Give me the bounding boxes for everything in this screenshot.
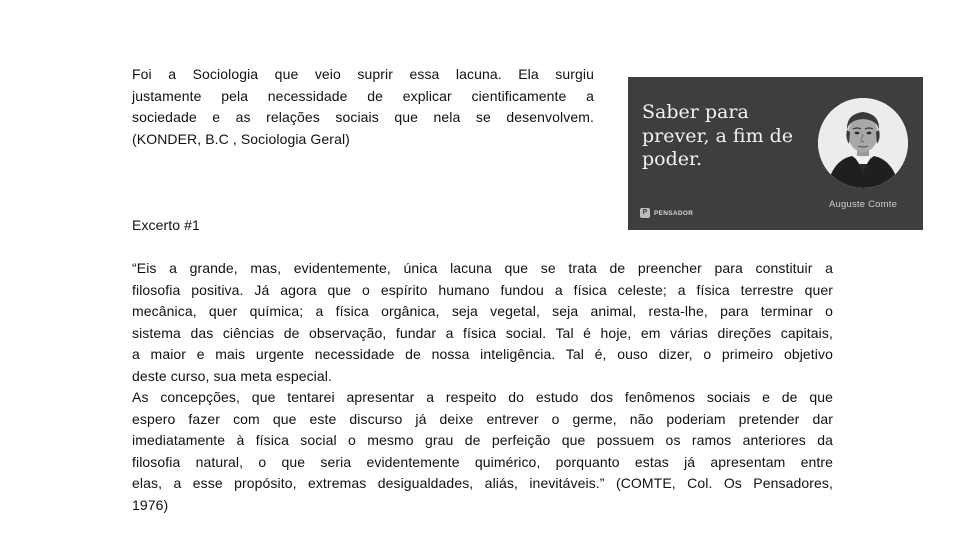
pensador-brand-text: PENSADOR: [654, 209, 694, 217]
quote-line: imediatamente à física social o mesmo grau de perfeição que possuem os ramos anteriores da: [132, 432, 833, 448]
quote-line: filosofia positiva. Já agora que o espírito humano fundou a física celeste; a física terrestre quer: [132, 281, 833, 298]
pensador-logo-icon: P: [640, 208, 650, 218]
pensador-brand: [640, 208, 693, 218]
card-quote-line: poder.: [642, 148, 703, 170]
comte-quote-paragraph: [132, 258, 833, 516]
quote-line: filosofia natural, o que seria evidentemente quimérico, porquanto estas já apresentam entre: [132, 453, 833, 470]
quote-line: mecânica, quer química; a física orgânica, seja vegetal, seja animal, resta-lhe, para terminar o: [132, 303, 833, 319]
intro-paragraph: [132, 64, 594, 150]
portrait-illustration: [818, 98, 908, 188]
quote-line: sistema das ciências de observação, fundar a física social. Tal é hoje, em várias direções capitais,: [132, 324, 833, 341]
quote-line: As concepções, que tentarei apresentar a respeito do estudo dos fenômenos sociais e de que: [132, 389, 833, 405]
intro-line: Foi a Sociologia que veio suprir essa lacuna. Ela surgiu: [132, 66, 594, 82]
card-quote-line: Saber para: [642, 101, 749, 123]
card-quote-line: prever, a fim de: [642, 124, 794, 147]
quote-card-image: [628, 77, 923, 230]
quote-line: “Eis a grande, mas, evidentemente, única lacuna que se trata de preencher para constituir a: [132, 260, 833, 276]
card-author-name: Auguste Comte: [829, 199, 898, 210]
card-quote-text: [642, 101, 817, 172]
excerpt-label: Excerto #1: [132, 217, 200, 233]
auguste-comte-portrait: [818, 98, 908, 188]
quote-line: elas, a esse propósito, extremas desigualdades, aliás, inevitáveis.” (COMTE, Col. Os Pensadores,: [132, 475, 833, 491]
quote-line: espero fazer com que este discurso já deixe entrever o germe, não poderiam pretender dar: [132, 410, 833, 427]
intro-line: sociedade e as relações sociais que nela se desenvolvem.: [132, 109, 594, 125]
quote-citation-year: 1976): [132, 496, 169, 513]
quote-line: deste curso, sua meta especial.: [132, 367, 332, 384]
quote-line: a maior e mais urgente necessidade de nossa inteligência. Tal é, ouso dizer, o primeiro objetivo: [132, 346, 833, 362]
intro-line: justamente pela necessidade de explicar cientificamente a: [132, 87, 594, 104]
intro-citation: (KONDER, B.C , Sociologia Geral): [132, 130, 350, 147]
